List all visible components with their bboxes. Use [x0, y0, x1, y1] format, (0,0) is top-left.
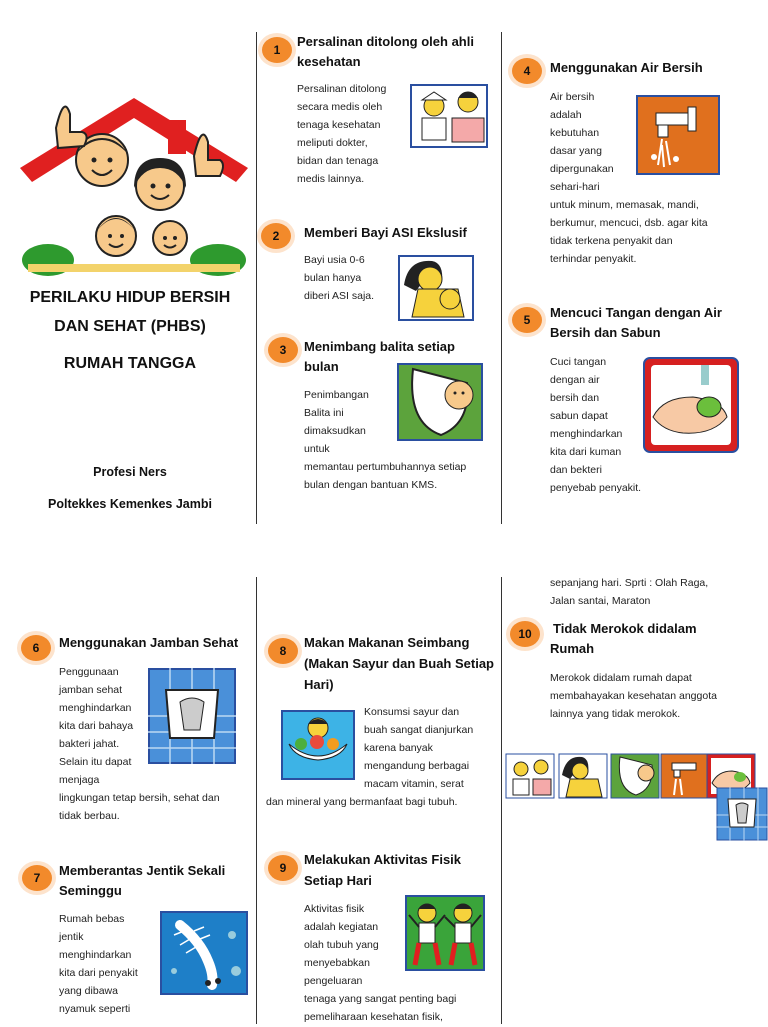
cover-title-line1: PERILAKU HIDUP BERSIH — [29, 289, 231, 306]
item6-text-line1: Penggunaan — [59, 666, 119, 678]
item8-text-line6: dan mineral yang bermanfaat bagi tubuh. — [266, 796, 458, 808]
item7-text-line1: Rumah bebas — [59, 913, 125, 925]
author-label: Profesi Ners — [93, 465, 167, 479]
cover-title-line2: DAN SEHAT (PHBS) — [54, 318, 206, 335]
item3-text-line6: bulan dengan bantuan KMS. — [304, 479, 438, 491]
item9-text-line4: menyebabkan — [304, 957, 370, 969]
item4-title-line1: Menggunakan Air Bersih — [550, 60, 703, 75]
toilet-icon — [148, 668, 236, 764]
item6-text-line7: menjaga — [59, 774, 100, 786]
item9-title-line1: Melakukan Aktivitas Fisik — [304, 852, 462, 867]
item8-text-line5: macam vitamin, serat — [364, 778, 464, 790]
step-badge-3: 3 — [268, 337, 298, 363]
breastfeeding-icon — [398, 255, 474, 321]
thumbnail-baby-weighing-icon — [610, 753, 660, 799]
item4-text-line9: tidak terkena penyakit dan — [550, 235, 673, 247]
item5-title-line1: Mencuci Tangan dengan Air — [550, 305, 722, 320]
cover-title-line3: RUMAH TANGGA — [63, 355, 197, 372]
thumbnail-toilet-icon — [716, 787, 768, 841]
item6-text-line3: menghindarkan — [59, 702, 132, 714]
item6-text-line6: Selain itu dapat — [59, 756, 132, 768]
thumbnail-water-tap-icon — [660, 753, 710, 799]
item10-text-line2: membahayakan kesehatan anggota — [550, 690, 717, 702]
item6-text-line5: bakteri jahat. — [59, 738, 120, 750]
item8-title-line2: (Makan Sayur dan Buah Setiap — [304, 656, 494, 671]
item3-text-line3: dimaksudkan — [304, 425, 366, 437]
item6-text-line9: tidak berbau. — [59, 810, 120, 822]
step-badge-5: 5 — [512, 307, 542, 333]
item6-text-line2: jamban sehat — [59, 684, 123, 696]
vegetables-icon — [281, 710, 355, 780]
column-divider-left — [256, 32, 257, 524]
item9-text-line1: Aktivitas fisik — [304, 903, 365, 915]
item7-text-line3: menghindarkan — [59, 949, 132, 961]
item1-text-line4: meliputi dokter, — [297, 137, 368, 149]
item4-text-line1: Air bersih — [550, 91, 595, 103]
item9-text-line3: olah tubuh yang — [304, 939, 379, 951]
item5-text-line3: bersih dan — [550, 392, 600, 404]
step-badge-4: 4 — [512, 58, 542, 84]
item7-text-line2: jentik — [59, 931, 84, 943]
item3-text-line1: Penimbangan — [304, 389, 369, 401]
item10-text-line3: lainnya yang tidak merokok. — [550, 708, 681, 720]
item8-text-line3: karena banyak — [364, 742, 433, 754]
step-badge-1: 1 — [262, 37, 292, 63]
item5-title-line2: Bersih dan Sabun — [550, 325, 661, 340]
midwife-icon — [410, 84, 488, 148]
item3-text-line2: Balita ini — [304, 407, 344, 419]
item5-text-line2: dengan air — [550, 374, 600, 386]
item8-text-line4: mengandung berbagai — [364, 760, 470, 772]
item2-text-line2: bulan hanya — [304, 272, 362, 284]
column-divider-left-bottom — [256, 577, 257, 1024]
item6-title-line1: Menggunakan Jamban Sehat — [59, 635, 239, 650]
item3-text-line4: untuk — [304, 443, 330, 455]
item8-text-line2: buah sangat dianjurkan — [364, 724, 474, 736]
item4-text-line3: kebutuhan — [550, 127, 600, 139]
item10-text-line1: Merokok didalam rumah dapat — [550, 672, 692, 684]
column-divider-right-bottom — [501, 577, 502, 1024]
item2-text-line3: diberi ASI saja. — [304, 290, 375, 302]
step-badge-7: 7 — [22, 865, 52, 891]
item6-text-line4: kita dari bahaya — [59, 720, 134, 732]
item2-text-line1: Bayi usia 0-6 — [304, 254, 365, 266]
item9-text-line2: adalah kegiatan — [304, 921, 379, 933]
item7-title-line2: Seminggu — [59, 883, 122, 898]
item7-text-line6: nyamuk seperti — [59, 1003, 131, 1015]
item4-text-line5: dipergunakan — [550, 163, 614, 175]
item5-text-line1: Cuci tangan — [550, 356, 607, 368]
item2-title-line1: Memberi Bayi ASI Ekslusif — [304, 225, 467, 240]
item8-text-line1: Konsumsi sayur dan — [364, 706, 460, 718]
item1-text-line5: bidan dan tenaga — [297, 155, 379, 167]
institution-label: Poltekkes Kemenkes Jambi — [48, 497, 212, 511]
item1-text-line3: tenaga kesehatan — [297, 119, 381, 131]
item4-text-line7: untuk minum, memasak, mandi, — [550, 199, 699, 211]
item9-title-line2: Setiap Hari — [304, 873, 372, 888]
item9-text-line5: pengeluaran — [304, 975, 363, 987]
item5-text-line4: sabun dapat — [550, 410, 608, 422]
step-badge-9: 9 — [268, 855, 298, 881]
step-badge-10: 10 — [510, 621, 540, 647]
handwashing-icon — [643, 357, 739, 453]
item4-text-line10: terhindar penyakit. — [550, 253, 637, 265]
item4-text-line8: berkumur, mencuci, dsb. agar kita — [550, 217, 708, 229]
item7-title-line1: Memberantas Jentik Sekali — [59, 863, 226, 878]
item3-text-line5: memantau pertumbuhannya setiap — [304, 461, 467, 473]
item1-title-line1: Persalinan ditolong oleh ahli — [297, 34, 474, 49]
larva-icon — [160, 911, 248, 995]
item4-text-line2: adalah — [550, 109, 582, 121]
item10-title-line2: Rumah — [550, 641, 595, 656]
item4-text-line4: dasar yang — [550, 145, 602, 157]
item9-text-line7: pemeliharaan kesehatan fisik, — [304, 1011, 443, 1023]
continued-text-line2: Jalan santai, Maraton — [550, 595, 651, 607]
item9-text-line6: tenaga yang sangat penting bagi — [304, 993, 457, 1005]
item5-text-line5: menghindarkan — [550, 428, 623, 440]
item4-text-line6: sehari-hari — [550, 181, 600, 193]
item1-text-line1: Persalinan ditolong — [297, 83, 387, 95]
item3-title-line2: bulan — [304, 359, 339, 374]
item5-text-line8: penyebab penyakit. — [550, 482, 642, 494]
item1-text-line2: secara medis oleh — [297, 101, 383, 113]
thumbnail-midwife-icon — [505, 753, 555, 799]
step-badge-6: 6 — [21, 635, 51, 661]
item5-text-line6: kita dari kuman — [550, 446, 622, 458]
item7-text-line4: kita dari penyakit — [59, 967, 138, 979]
step-badge-8: 8 — [268, 638, 298, 664]
baby-weighing-icon — [397, 363, 483, 441]
step-badge-2: 2 — [261, 223, 291, 249]
item5-text-line7: dan bekteri — [550, 464, 602, 476]
exercise-icon — [405, 895, 485, 971]
item8-title-line1: Makan Makanan Seimbang — [304, 635, 470, 650]
item1-text-line6: medis lainnya. — [297, 173, 365, 185]
item7-text-line5: yang dibawa — [59, 985, 118, 997]
water-tap-icon — [636, 95, 720, 175]
item3-title-line1: Menimbang balita setiap — [304, 339, 455, 354]
item6-text-line8: lingkungan tetap bersih, sehat dan — [59, 792, 220, 804]
thumbnail-breastfeeding-icon — [558, 753, 608, 799]
item8-title-line3: Hari) — [304, 677, 334, 692]
item10-title-line1: Tidak Merokok didalam — [553, 621, 697, 636]
family-house-logo — [18, 88, 250, 276]
continued-text-line1: sepanjang hari. Sprti : Olah Raga, — [550, 577, 709, 589]
column-divider-right — [501, 32, 502, 524]
item1-title-line2: kesehatan — [297, 54, 361, 69]
